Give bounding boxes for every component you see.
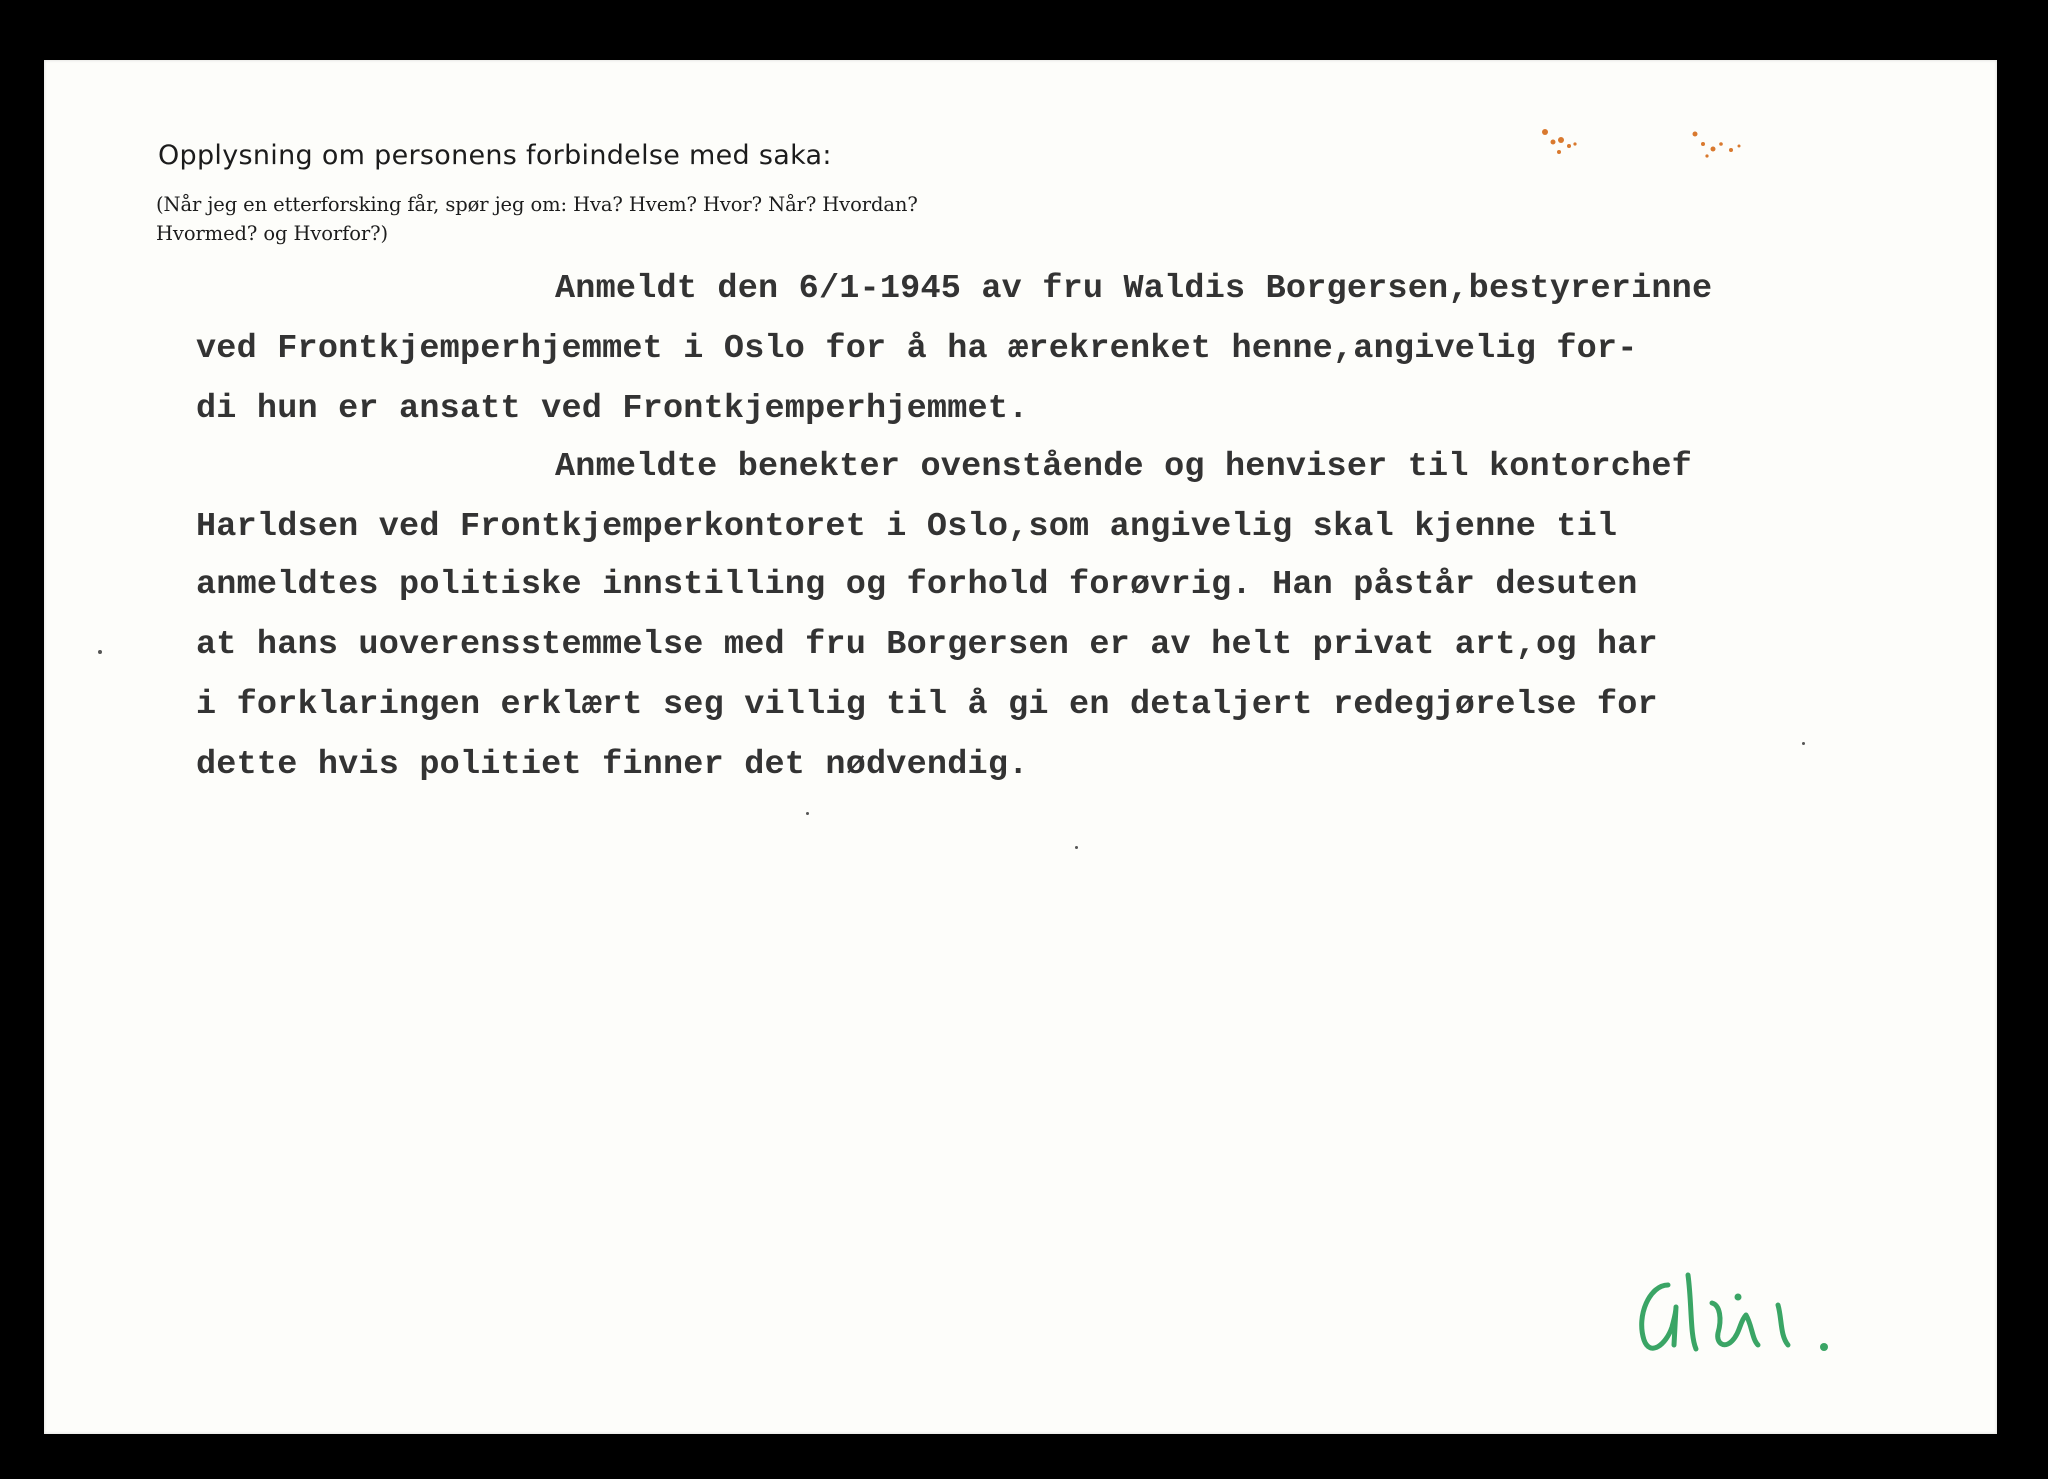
form-hint-line-2: Hvormed? og Hvorfor?) bbox=[156, 222, 388, 245]
paper-speck bbox=[1075, 846, 1078, 849]
form-heading: Opplysning om personens forbindelse med saka: bbox=[158, 140, 832, 171]
body-line-4: Anmeldte benekter ovenstående og henviser til kontorchef bbox=[555, 448, 1692, 486]
signature-icon bbox=[1628, 1245, 1868, 1365]
paper-speck bbox=[806, 812, 809, 815]
body-line-3: di hun er ansatt ved Frontkjemperhjemmet. bbox=[196, 390, 1029, 428]
stamp-marks-icon bbox=[1535, 122, 1765, 167]
paper-speck bbox=[98, 650, 102, 654]
body-line-8: i forklaringen erklært seg villig til å gi en detaljert redegjørelse for bbox=[196, 686, 1658, 724]
body-line-7: at hans uoverensstemmelse med fru Borgersen er av helt privat art,og har bbox=[196, 626, 1658, 664]
body-line-2: ved Frontkjemperhjemmet i Oslo for å ha ærekrenket henne,angivelig for- bbox=[196, 330, 1638, 368]
form-hint-line-1: (Når jeg en etterforsking får, spør jeg om: Hva? Hvem? Hvor? Når? Hvordan? bbox=[156, 193, 918, 216]
body-line-9: dette hvis politiet finner det nødvendig. bbox=[196, 746, 1029, 784]
paper-speck bbox=[1802, 742, 1805, 745]
body-line-1: Anmeldt den 6/1-1945 av fru Waldis Borgersen,bestyrerinne bbox=[555, 270, 1713, 308]
body-line-5: Harldsen ved Frontkjemperkontoret i Oslo,som angivelig skal kjenne til bbox=[196, 508, 1618, 546]
body-line-6: anmeldtes politiske innstilling og forhold forøvrig. Han påstår desuten bbox=[196, 566, 1638, 604]
